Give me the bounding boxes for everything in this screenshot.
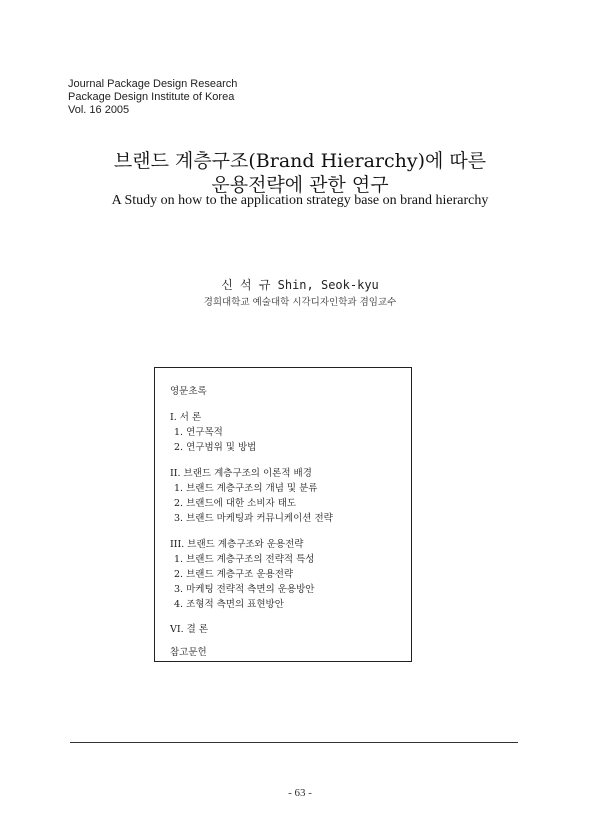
toc-item-3-3: 3. 마케팅 전략적 측면의 운용방안: [174, 584, 315, 595]
footer-rule: [70, 742, 518, 743]
title-english: A Study on how to the application strategy base on brand hierarchy: [111, 193, 489, 208]
author-affiliation: 경희대학교 예술대학 시각디자인학과 겸임교수: [203, 297, 397, 308]
toc-item-2-3: 3. 브랜드 마케팅과 커뮤니케이션 전략: [174, 513, 333, 524]
toc-item-1-1: 1. 연구목적: [174, 427, 223, 438]
volume: Vol. 16 2005: [68, 104, 130, 116]
toc-item-1-2: 2. 연구범위 및 방법: [174, 442, 257, 453]
toc-item-2-2: 2. 브랜드에 대한 소비자 태도: [174, 498, 297, 509]
toc-section-4: VI. 결 론: [170, 624, 209, 635]
toc-section-2: II. 브랜드 계층구조의 이론적 배경: [170, 468, 312, 479]
toc-section-1: I. 서 론: [170, 412, 202, 423]
author-name: 신 석 규 Shin, Seok-kyu: [221, 278, 379, 292]
title-korean-line2: 운용전략에 관한 연구: [211, 174, 389, 196]
table-of-contents: [154, 367, 412, 662]
toc-item-3-2: 2. 브랜드 계층구조 운용전략: [174, 569, 294, 580]
title-korean-line1: 브랜드 계층구조(Brand Hierarchy)에 따른: [113, 150, 487, 172]
page-number: - 63 -: [288, 787, 312, 799]
toc-item-2-1: 1. 브랜드 계층구조의 개념 및 분류: [174, 483, 318, 494]
toc-references: 참고문헌: [170, 647, 207, 658]
toc-item-3-1: 1. 브랜드 계층구조의 전략적 특성: [174, 554, 315, 565]
toc-item-3-4: 4. 조형적 측면의 표현방안: [174, 599, 284, 610]
journal-info: [68, 78, 237, 117]
toc-section-3: III. 브랜드 계층구조와 운용전략: [170, 539, 304, 550]
toc-abstract: 영문초록: [170, 386, 207, 397]
publisher: Package Design Institute of Korea: [68, 91, 235, 103]
journal-name: Journal Package Design Research: [68, 78, 238, 90]
